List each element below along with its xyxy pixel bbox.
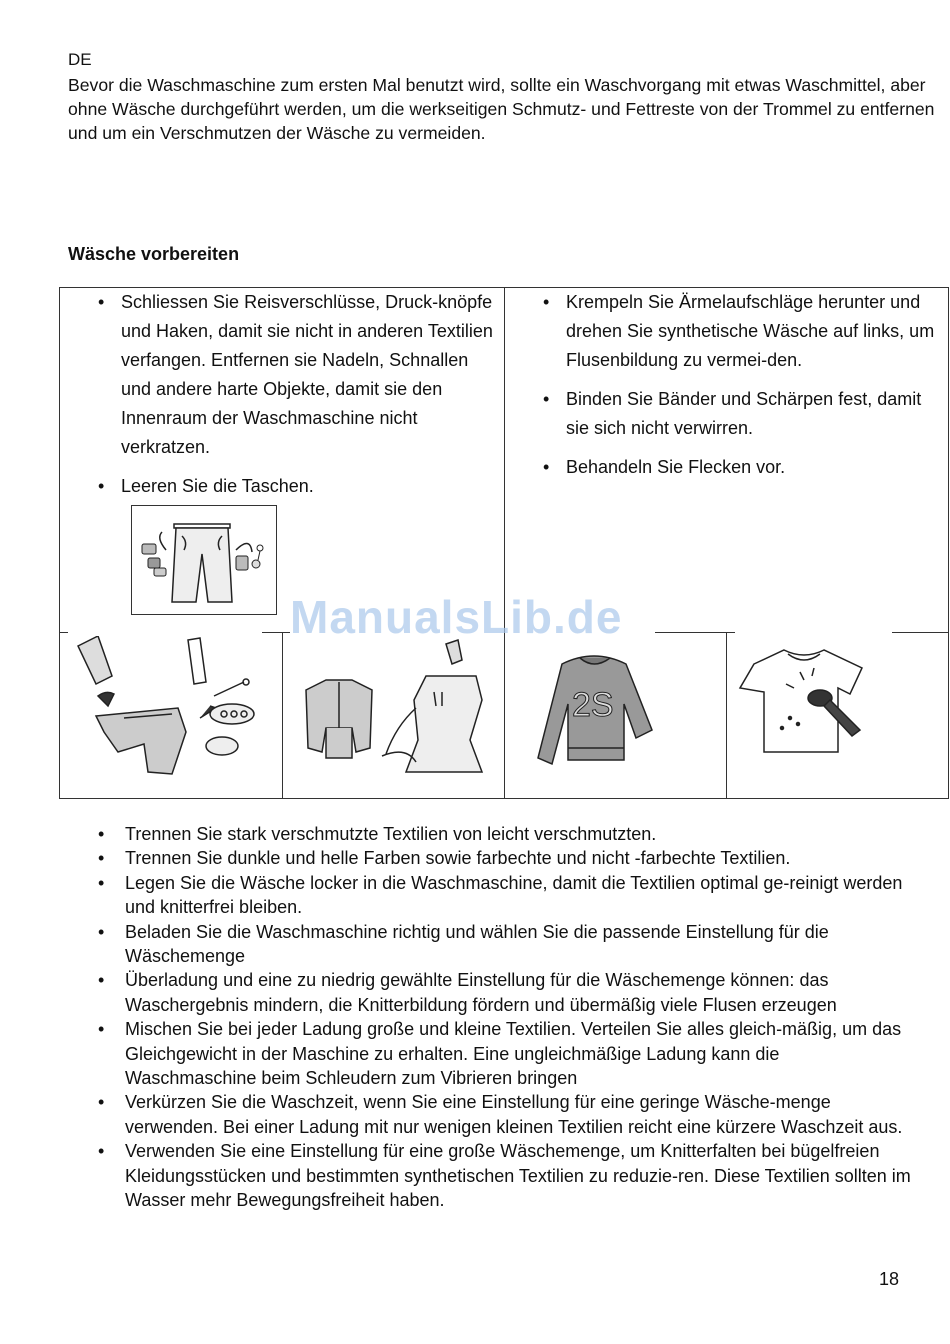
table-row-line (655, 632, 735, 633)
list-item: • Überladung und eine zu niedrig gewählte Einstellung für die Wäschemenge können: das Waschergebnis mindern, die Knitterbildung fördern und übermäßig viele Flusen erzeugen (98, 968, 913, 1017)
page-number: 18 (879, 1269, 900, 1289)
table-divider-left (282, 632, 283, 799)
jacket-apron-icon (286, 636, 501, 776)
left-instruction-list (63, 288, 503, 511)
trousers-pockets-icon (131, 505, 277, 615)
sweater-icon (532, 644, 657, 772)
list-item: • Binden Sie Bänder und Schärpen fest, damit sie sich nicht verwirren. (508, 385, 948, 443)
table-divider-right (726, 632, 727, 799)
table-divider-center (504, 287, 505, 799)
preparation-bullet-list (98, 822, 913, 1213)
list-item: • Beladen Sie die Waschmaschine richtig und wählen Sie die passende Einstellung für die Wäschemenge (98, 920, 913, 969)
list-item: • Mischen Sie bei jeder Ladung große und kleine Textilien. Verteilen Sie alles gleich-mäßig, um das Gleichgewicht in der Maschine zu erhalten. Eine ungleichmäßige Ladung kann die Waschmaschine beim Schleudern zum Vibrieren bringen (98, 1017, 913, 1090)
table-row-line (59, 632, 68, 633)
emptying-pockets-icon (68, 636, 268, 776)
table-row-line (892, 632, 949, 633)
list-item: • Trennen Sie stark verschmutzte Textilien von leicht verschmutzten. (98, 822, 913, 846)
list-item: • Legen Sie die Wäsche locker in die Waschmaschine, damit die Textilien optimal ge-reinigt werden und knitterfrei bleiben. (98, 871, 913, 920)
section-heading: Wäsche vorbereiten (68, 244, 240, 264)
list-item: • Schliessen Sie Reisverschlüsse, Druck-knöpfe und Haken, damit sie nicht in anderen Textilien verfangen. Entfernen sie Nadeln, Schnallen und andere harte Objekte, damit sie den Innenraum der Waschmaschine nicht verkratzen. (63, 288, 503, 462)
tshirt-brush-icon (734, 640, 874, 758)
table-row-line (262, 632, 290, 633)
intro-paragraph: Bevor die Waschmaschine zum ersten Mal benutzt wird, sollte ein Waschvorgang mit etwas Waschmittel, aber ohne Wäsche durchgeführt werden, um die werkseitigen Schmutz- und Fettreste von der Trommel zu entfernen und um ein Verschmutzen der Wäsche zu vermeiden. (68, 75, 935, 143)
list-item: • Leeren Sie die Taschen. (63, 472, 503, 501)
list-item: • Behandeln Sie Flecken vor. (508, 453, 948, 482)
right-instruction-list (508, 288, 948, 492)
list-item: • Verwenden Sie eine Einstellung für eine große Wäschemenge, um Knitterfalten bei bügelfreien Kleidungsstücken und bestimmten synthetischen Textilien zu reduzie-ren. Diese Textilien sollten im Wasser mehr Bewegungsfreiheit haben. (98, 1139, 913, 1212)
list-item: • Trennen Sie dunkle und helle Farben sowie farbechte und nicht -farbechte Textilien. (98, 846, 913, 870)
watermark: ManualsLib.de (290, 591, 623, 643)
list-item: • Verkürzen Sie die Waschzeit, wenn Sie eine Einstellung für eine geringe Wäsche-menge verwenden. Bei einer Ladung mit nur wenigen kleinen Textilien reicht eine kürzere Waschzeit aus. (98, 1090, 913, 1139)
svg-text:2S: 2S (572, 686, 614, 724)
list-item: • Krempeln Sie Ärmelaufschläge herunter und drehen Sie synthetische Wäsche auf links, um Flusenbildung zu vermei-den. (508, 288, 948, 375)
language-code: DE (68, 50, 92, 69)
